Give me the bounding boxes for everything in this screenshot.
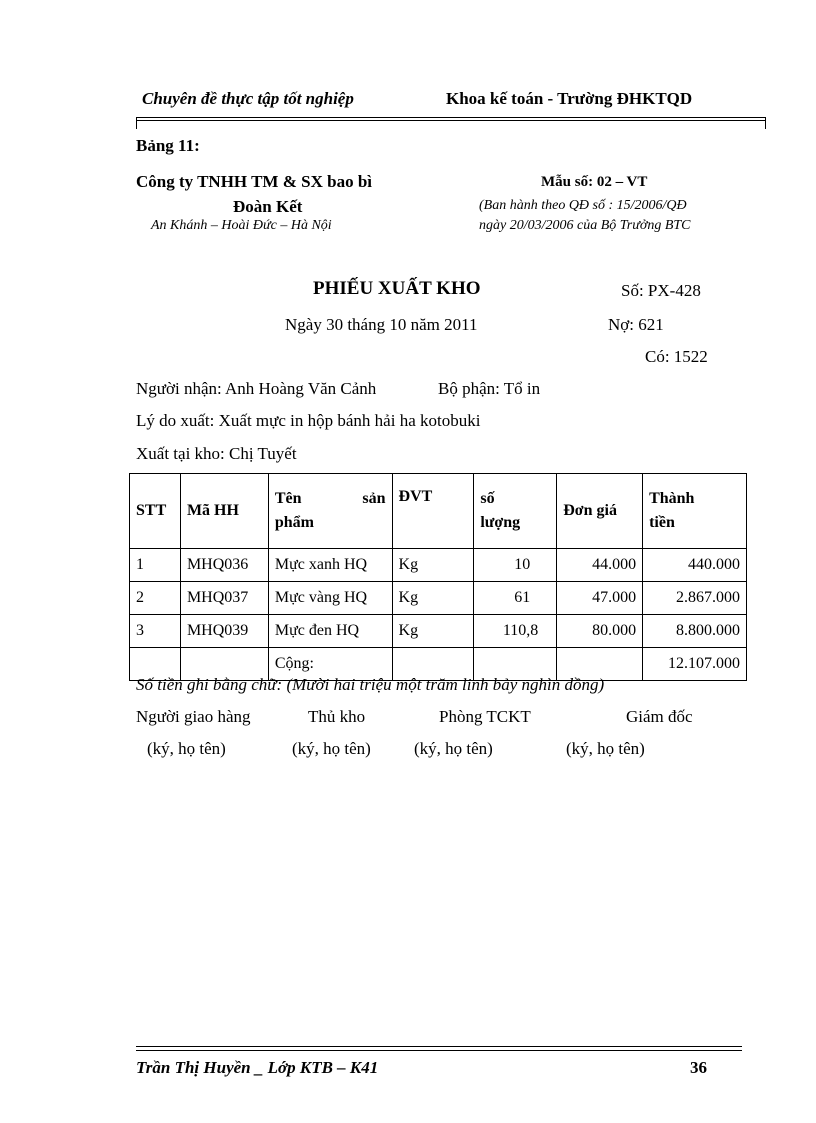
signature-note-director: (ký, họ tên) xyxy=(566,739,645,758)
document-title: PHIẾU XUẤT KHO xyxy=(313,278,481,299)
signature-role-storekeeper: Thủ kho xyxy=(308,707,366,726)
credit-account: Có: 1522 xyxy=(645,347,708,366)
signature-role-deliverer: Người giao hàng xyxy=(136,707,251,726)
header-rule-right-tick xyxy=(765,117,766,129)
company-name-line2: Đoàn Kết xyxy=(233,197,303,216)
row-unit: Kg xyxy=(392,549,474,582)
header-name xyxy=(268,474,392,549)
row-amount: 8.800.000 xyxy=(643,615,747,648)
header-stt: STT xyxy=(130,474,181,549)
row-amount: 440.000 xyxy=(643,549,747,582)
header-unit: ĐVT xyxy=(392,474,474,549)
header-price: Đơn giá xyxy=(557,474,643,549)
row-price: 47.000 xyxy=(557,582,643,615)
header-left-title: Chuyên đề thực tập tốt nghiệp xyxy=(142,89,354,108)
header-qty-part1: số xyxy=(480,490,495,507)
row-stt: 2 xyxy=(130,582,181,615)
header-qty xyxy=(474,474,557,549)
form-decree-line1: (Ban hành theo QĐ số : 15/2006/QĐ xyxy=(479,198,687,213)
row-qty: 10 xyxy=(474,549,557,582)
signature-note-storekeeper: (ký, họ tên) xyxy=(292,739,371,758)
header-amount-part1: Thành xyxy=(649,490,695,507)
row-stt: 1 xyxy=(130,549,181,582)
table-header-row xyxy=(130,474,747,549)
row-price: 80.000 xyxy=(557,615,643,648)
form-code: Mẫu số: 02 – VT xyxy=(541,174,648,190)
total-label: Cộng: xyxy=(268,648,392,681)
row-price: 44.000 xyxy=(557,549,643,582)
row-unit: Kg xyxy=(392,615,474,648)
header-name-part3: phẩm xyxy=(274,514,314,531)
row-code: MHQ039 xyxy=(180,615,268,648)
table-row xyxy=(130,615,747,648)
header-code: Mã HH xyxy=(180,474,268,549)
row-qty: 61 xyxy=(474,582,557,615)
header-amount-part2: tiền xyxy=(649,514,675,531)
header-rule-top xyxy=(136,117,766,118)
row-name: Mực đen HQ xyxy=(268,615,392,648)
row-qty: 110,8 xyxy=(474,615,557,648)
signature-role-director: Giám đốc xyxy=(626,707,693,726)
export-reason: Lý do xuất: Xuất mực in hộp bánh hải ha kotobuki xyxy=(136,411,481,430)
company-address: An Khánh – Hoài Đức – Hà Nội xyxy=(151,218,332,233)
amount-in-words: Số tiền ghi bằng chữ: (Mười hai triệu một trăm linh bảy nghìn đồng) xyxy=(136,675,605,694)
row-name: Mực xanh HQ xyxy=(268,549,392,582)
warehouse: Xuất tại kho: Chị Tuyết xyxy=(136,444,297,463)
header-rule-left-tick xyxy=(136,117,137,129)
row-amount: 2.867.000 xyxy=(643,582,747,615)
items-table xyxy=(129,473,747,681)
debit-account: Nợ: 621 xyxy=(608,315,664,334)
row-code: MHQ037 xyxy=(180,582,268,615)
footer-rule-bottom xyxy=(136,1050,742,1051)
receiver: Người nhận: Anh Hoàng Văn Cảnh xyxy=(136,379,377,398)
header-name-part1: Tên xyxy=(274,490,302,507)
document-date: Ngày 30 tháng 10 năm 2011 xyxy=(285,315,478,334)
header-right-title: Khoa kế toán - Trường ĐHKTQD xyxy=(446,89,693,108)
table-row xyxy=(130,582,747,615)
signature-note-deliverer: (ký, họ tên) xyxy=(147,739,226,758)
row-name: Mực vàng HQ xyxy=(268,582,392,615)
row-stt: 3 xyxy=(130,615,181,648)
footer-rule-top xyxy=(136,1046,742,1047)
header-qty-part2: lượng xyxy=(480,514,521,531)
row-unit: Kg xyxy=(392,582,474,615)
header-name-part2: sản xyxy=(362,490,386,507)
table-label: Bảng 11: xyxy=(136,136,200,155)
form-decree-line2: ngày 20/03/2006 của Bộ Trưởng BTC xyxy=(479,218,691,233)
footer-author: Trần Thị Huyền _ Lớp KTB – K41 xyxy=(136,1058,379,1077)
total-amount: 12.107.000 xyxy=(643,648,747,681)
row-code: MHQ036 xyxy=(180,549,268,582)
header-amount xyxy=(643,474,747,549)
department: Bộ phận: Tổ in xyxy=(438,379,541,398)
company-name-line1: Công ty TNHH TM & SX bao bì xyxy=(136,172,372,191)
signature-note-accounting: (ký, họ tên) xyxy=(414,739,493,758)
table-row xyxy=(130,549,747,582)
page-number: 36 xyxy=(690,1058,707,1077)
signature-role-accounting: Phòng TCKT xyxy=(439,707,531,726)
document-number: Số: PX-428 xyxy=(621,281,701,300)
header-rule-bottom xyxy=(136,120,766,121)
